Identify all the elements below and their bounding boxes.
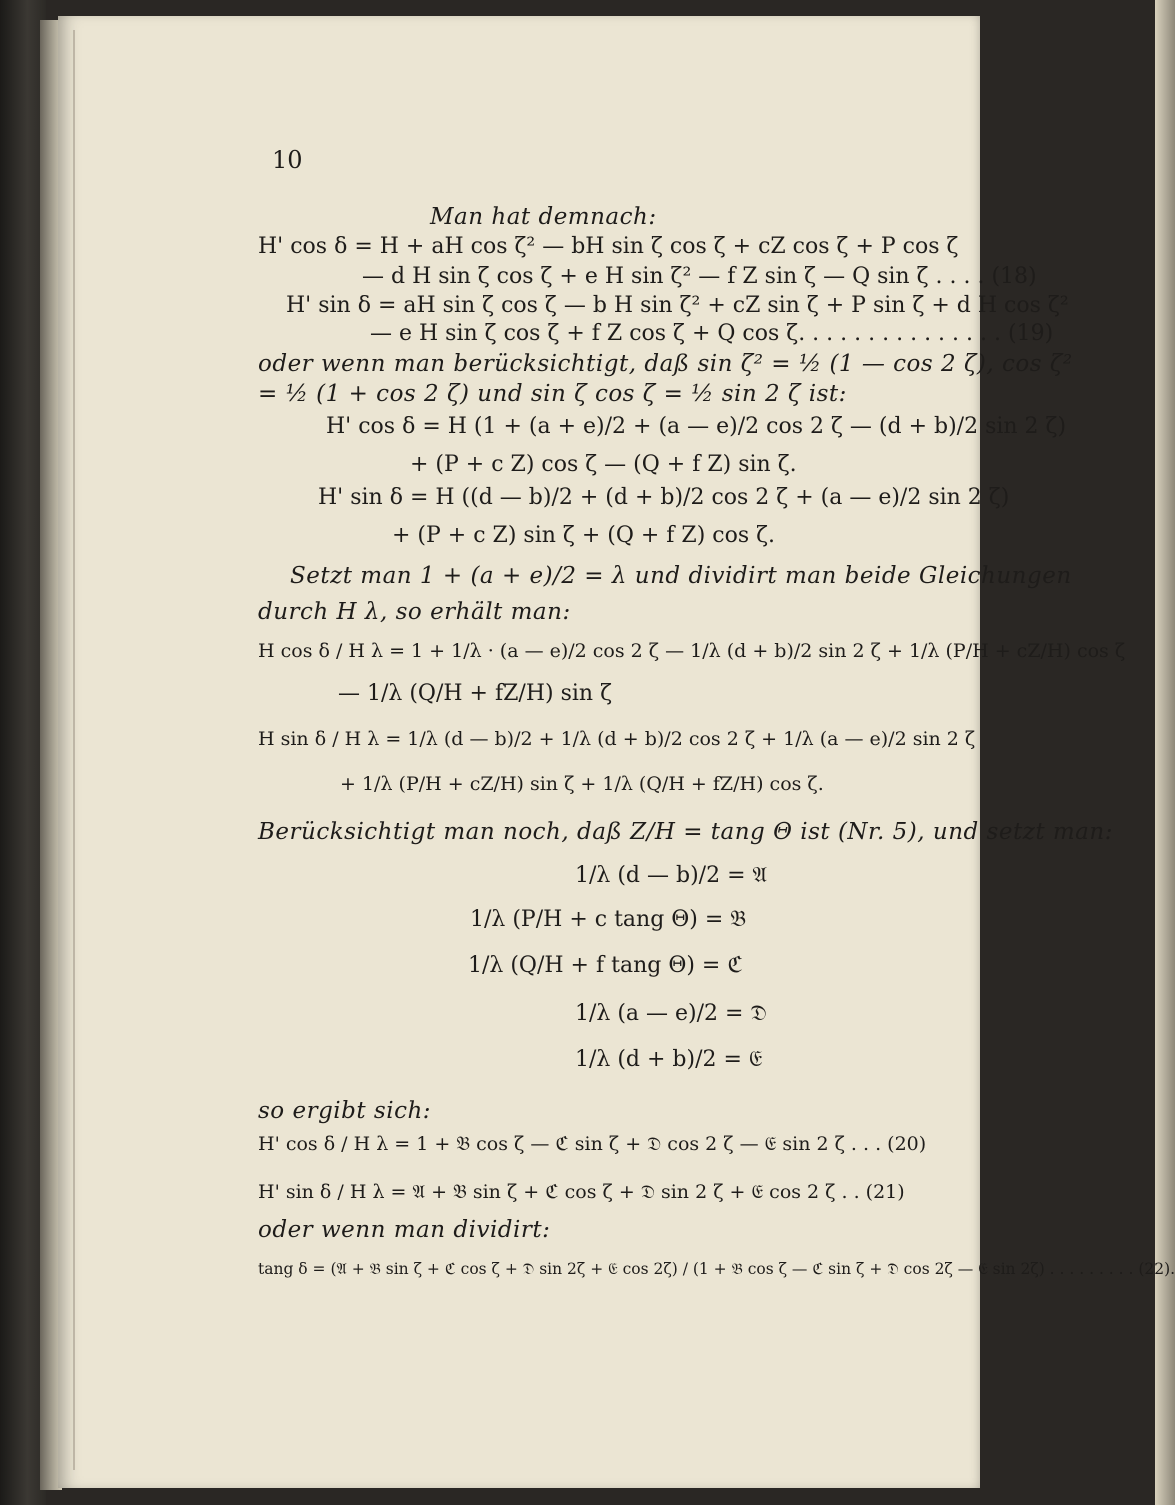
definition-E: 1/λ (d + b)/2 = 𝔈 bbox=[575, 1047, 763, 1072]
equation-line: H' cos δ = H + aH cos ζ² — bH sin ζ cos ζ + cZ cos ζ + P cos ζ bbox=[258, 234, 959, 259]
equation-line: — e H sin ζ cos ζ + f Z cos ζ + Q cos ζ. . . . . . . . . . . . . . . (19) bbox=[370, 321, 1054, 346]
definition-D: 1/λ (a — e)/2 = 𝔇 bbox=[575, 1001, 767, 1026]
equation-line: + (P + c Z) sin ζ + (Q + f Z) cos ζ. bbox=[392, 523, 776, 548]
equation-line: — 1/λ (Q/H + fZ/H) sin ζ bbox=[338, 681, 612, 706]
text-line: = ½ (1 + cos 2 ζ) und sin ζ cos ζ = ½ sin 2 ζ ist: bbox=[258, 381, 847, 407]
definition-C: 1/λ (Q/H + f tang Θ) = ℭ bbox=[468, 953, 743, 978]
equation-line: + (P + c Z) cos ζ — (Q + f Z) sin ζ. bbox=[410, 452, 797, 477]
text-line: oder wenn man dividirt: bbox=[258, 1217, 551, 1243]
text-line: Man hat demnach: bbox=[430, 204, 657, 230]
text-line: Berücksichtigt man noch, daß Z/H = tang Θ ist (Nr. 5), und setzt man: bbox=[258, 819, 1113, 845]
equation-20: H' cos δ / H λ = 1 + 𝔅 cos ζ — ℭ sin ζ + 𝔇 cos 2 ζ — 𝔈 sin 2 ζ . . . (20) bbox=[258, 1133, 927, 1155]
equation-line: H' cos δ = H (1 + (a + e)/2 + (a — e)/2 cos 2 ζ — (d + b)/2 sin 2 ζ) bbox=[326, 414, 1067, 439]
equation-line: H' sin δ = H ((d — b)/2 + (d + b)/2 cos 2 ζ + (a — e)/2 sin 2 ζ) bbox=[318, 485, 1010, 510]
equation-line: H cos δ / H λ = 1 + 1/λ · (a — e)/2 cos 2 ζ — 1/λ (d + b)/2 sin 2 ζ + 1/λ (P/H + cZ/H) cos ζ bbox=[258, 640, 1126, 662]
page-number: 10 bbox=[272, 146, 303, 174]
equation-21: H' sin δ / H λ = 𝔄 + 𝔅 sin ζ + ℭ cos ζ + 𝔇 sin 2 ζ + 𝔈 cos 2 ζ . . (21) bbox=[258, 1181, 905, 1203]
equation-22: tang δ = (𝔄 + 𝔅 sin ζ + ℭ cos ζ + 𝔇 sin 2ζ + 𝔈 cos 2ζ) / (1 + 𝔅 cos ζ — ℭ sin ζ + 𝔇 cos 2ζ — 𝔈 sin 2ζ) . . . . . . . . . (22). bbox=[258, 1260, 1175, 1278]
text-line: oder wenn man berücksichtigt, daß sin ζ² = ½ (1 — cos 2 ζ), cos ζ² bbox=[258, 351, 1073, 377]
equation-line: — d H sin ζ cos ζ + e H sin ζ² — f Z sin ζ — Q sin ζ . . . . (18) bbox=[362, 264, 1037, 289]
text-line: so ergibt sich: bbox=[258, 1098, 432, 1124]
equation-line: H' sin δ = aH sin ζ cos ζ — b H sin ζ² + cZ sin ζ + P sin ζ + d H cos ζ² bbox=[286, 293, 1069, 318]
definition-A: 1/λ (d — b)/2 = 𝔄 bbox=[575, 863, 768, 888]
text-line: durch H λ, so erhält man: bbox=[258, 599, 571, 625]
text-line: Setzt man 1 + (a + e)/2 = λ und dividirt man beide Gleichungen bbox=[290, 563, 1072, 589]
definition-B: 1/λ (P/H + c tang Θ) = 𝔅 bbox=[470, 907, 747, 932]
equation-line: + 1/λ (P/H + cZ/H) sin ζ + 1/λ (Q/H + fZ/H) cos ζ. bbox=[340, 773, 824, 795]
equation-line: H sin δ / H λ = 1/λ (d — b)/2 + 1/λ (d + b)/2 cos 2 ζ + 1/λ (a — e)/2 sin 2 ζ bbox=[258, 728, 976, 750]
